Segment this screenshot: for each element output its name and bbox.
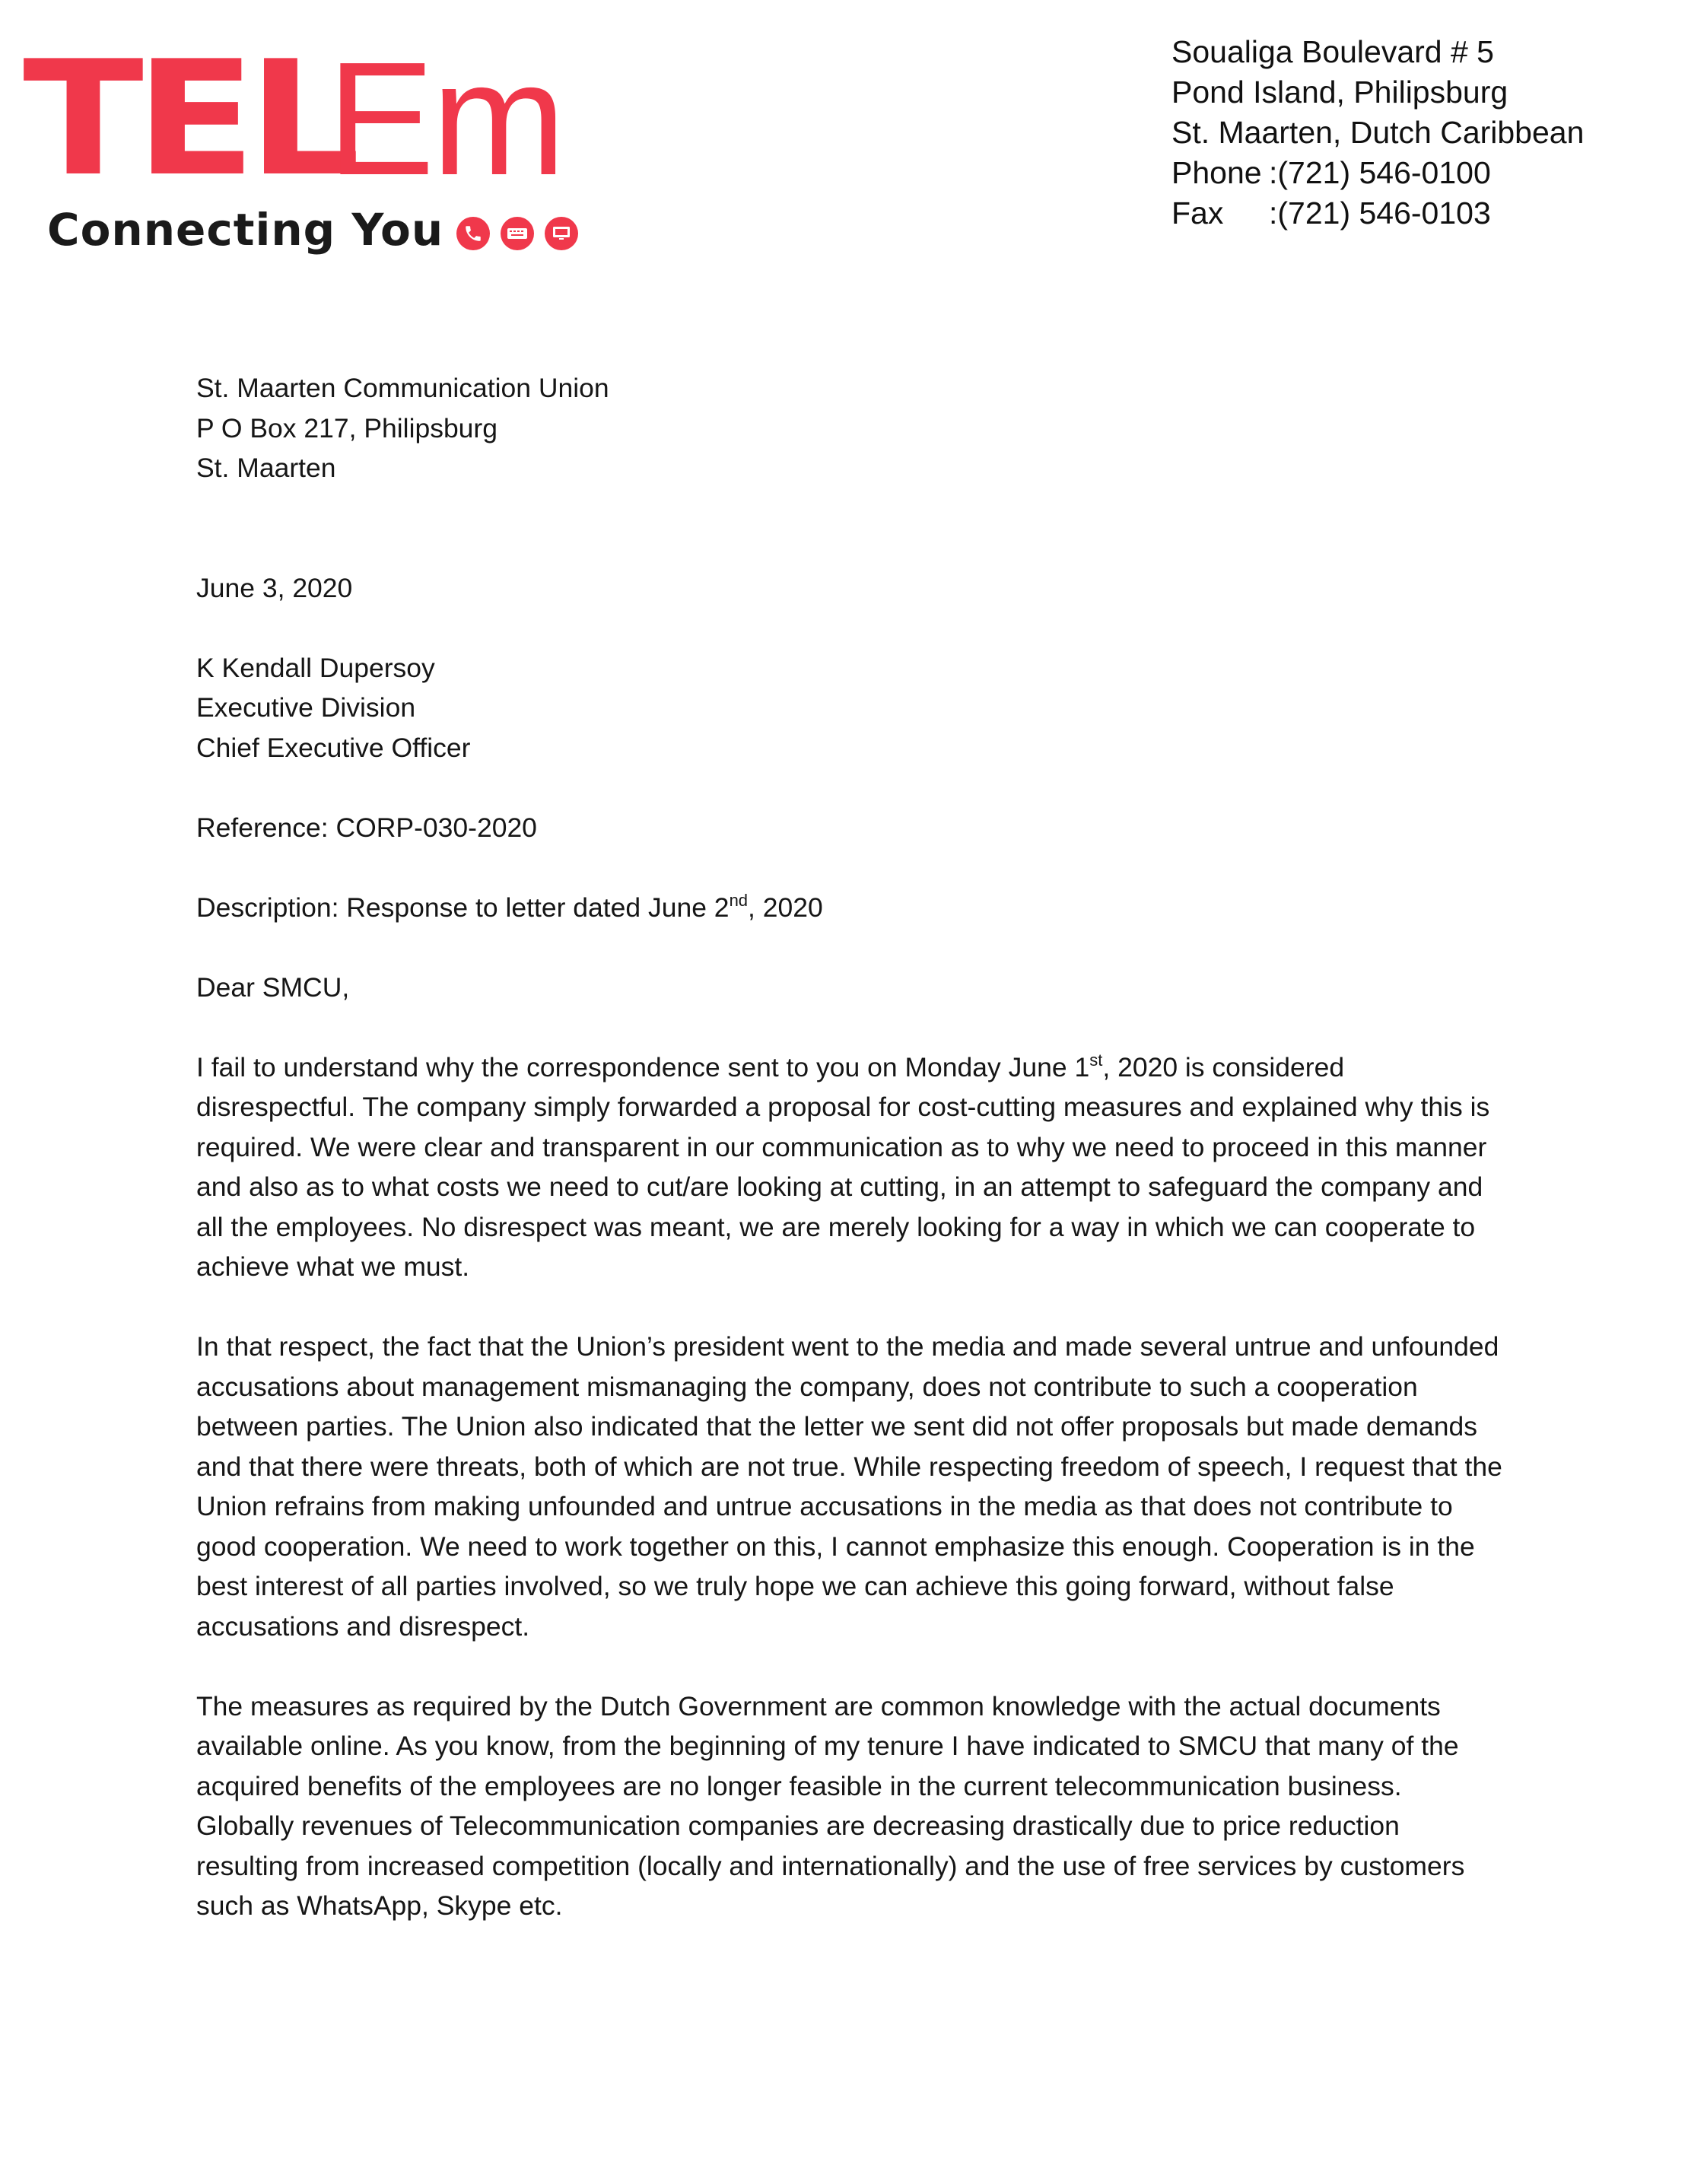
phone-value: :(721) 546-0100: [1269, 155, 1491, 190]
recipient-line-1: St. Maarten Communication Union: [196, 373, 609, 403]
letter-date: June 3, 2020: [196, 572, 353, 603]
description-text-end: , 2020: [748, 892, 823, 923]
monitor-icon: [545, 217, 578, 250]
logo-icons: [456, 217, 578, 250]
address-phone: [1171, 153, 1584, 193]
letter-body: [196, 368, 1505, 1926]
logo-thin-text: Em: [327, 28, 563, 208]
recipient-line-2: P O Box 217, Philipsburg: [196, 412, 497, 443]
description-superscript: nd: [729, 890, 749, 910]
sender-name: K Kendall Dupersoy: [196, 652, 435, 683]
paragraph-1-start: I fail to understand why the correspondence sent to you on Monday June 1: [196, 1051, 1090, 1082]
paragraph-2: In that respect, the fact that the Union’s president went to the media and made several untrue and unfounded accusations about management mismanaging the company, does not contribute to such a cooperation between parties. The Union also indicated that the letter we sent did not offer proposals but made demands and that there were threats, both of which are not true. While respecting freedom of speech, I request that the Union refrains from making unfounded and untrue accusations in the media as that does not contribute to good cooperation. We need to work together on this, I cannot emphasize this enough. Cooperation is in the best interest of all parties involved, so we truly hope we can achieve this going forward, without false accusations and disrespect.: [196, 1331, 1502, 1642]
reference-line: Reference: CORP-030-2020: [196, 812, 537, 843]
address-area: Pond Island, Philipsburg: [1171, 75, 1508, 110]
address-fax: [1171, 193, 1584, 234]
description-text: Description: Response to letter dated June 2: [196, 892, 730, 923]
fax-label: Fax: [1171, 196, 1224, 230]
logo-tagline: Connecting You: [47, 204, 444, 256]
paragraph-3: The measures as required by the Dutch Government are common knowledge with the actual documents available online. As you know, from the beginning of my tenure I have indicated to SMCU that many of the acquired benefits of the employees are no longer feasible in the current telecommunication business. Globally revenues of Telecommunication companies are decreasing drastically due to price reduction resulting from increased competition (locally and internationally) and the use of free services by customers such as WhatsApp, Skype etc.: [196, 1690, 1465, 1921]
paragraph-1-superscript: st: [1089, 1050, 1103, 1070]
address-street: Soualiga Boulevard # 5: [1171, 34, 1494, 69]
logo-bold-text: TEL: [23, 27, 352, 211]
company-logo: [23, 27, 601, 270]
company-address: [1171, 32, 1584, 234]
paragraph-1-rest: , 2020 is considered disrespectful. The company simply forwarded a proposal for cost-cutting measures and explained why this is required. We were clear and transparent in our communication as to why we need to proceed in this manner and also as to what costs we need to cut/are looking at cutting, in an attempt to safeguard the company and all the employees. No disrespect was meant, we are merely looking for a way in which we can cooperate to achieve what we must.: [196, 1051, 1490, 1282]
sender-title: Chief Executive Officer: [196, 732, 471, 763]
recipient-line-3: St. Maarten: [196, 453, 336, 483]
sender-division: Executive Division: [196, 692, 416, 723]
fax-value: :(721) 546-0103: [1269, 196, 1491, 230]
logo-wordmark: [23, 27, 563, 211]
phone-label: Phone: [1171, 155, 1262, 190]
address-country: St. Maarten, Dutch Caribbean: [1171, 115, 1585, 150]
description-line: [196, 888, 1505, 928]
phone-icon: [456, 217, 490, 250]
keyboard-icon: [501, 217, 534, 250]
salutation: Dear SMCU,: [196, 971, 350, 1003]
paragraph-1: [196, 1047, 1505, 1287]
